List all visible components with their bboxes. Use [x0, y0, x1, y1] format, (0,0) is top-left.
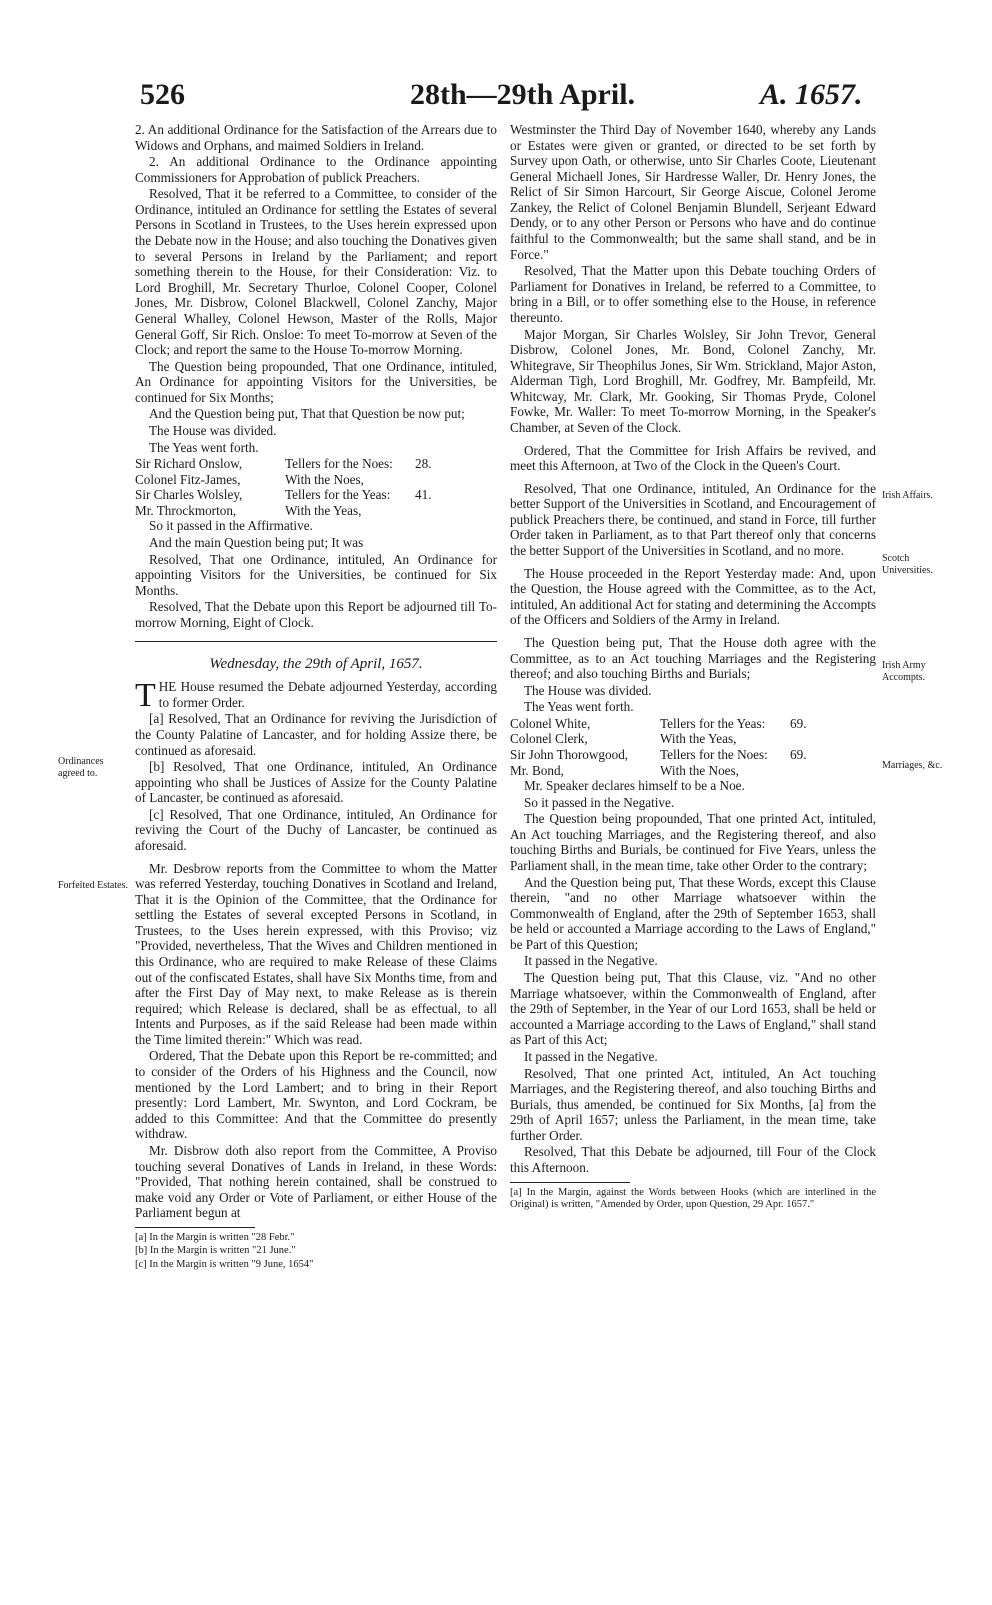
- day-heading: Wednesday, the 29th of April, 1657.: [209, 655, 423, 672]
- footnote-divider: [135, 1227, 255, 1228]
- left-column: [135, 122, 497, 1273]
- paragraph: And the Question being put, That these Words, except this Clause therein, "and no other Marriage whatsoever within the Commonwealth of England, after the 29th of September 1653, shall be held or accounted a Marriage according to the Laws of England," be Part of this Question;: [510, 874, 876, 952]
- paragraph: [a] Resolved, That an Ordinance for reviving the Jurisdiction of the County Palatine of Lancaster, and for holding Assize there, be continued as aforesaid.: [135, 711, 497, 758]
- division-tellers: [510, 716, 876, 778]
- paragraph: The House was divided.: [149, 422, 277, 438]
- paragraph: [b] Resolved, That one Ordinance, intituled, An Ordinance appointing who shall be Justices of Assize for the County Palatine of Lancaster, be continued as aforesaid.: [135, 759, 497, 806]
- paragraph: [c] Resolved, That one Ordinance, intituled, An Ordinance for reviving the Court of the Duchy of Lancaster, be continued as aforesaid.: [135, 806, 497, 853]
- footnote: [a] In the Margin is written "28 Febr.": [135, 1231, 295, 1243]
- paragraph: The Question being put, That the House doth agree with the Committee, as to an Act touching Marriages and the Registering thereof; and also touching Births and Burials;: [510, 634, 876, 682]
- teller-row: Sir Charles Wolsley, Tellers for the Yeas: 41.: [135, 487, 432, 503]
- paragraph: Resolved, That the Debate upon this Report be adjourned till To-morrow Morning, Eight of Clock.: [135, 599, 497, 630]
- paragraph: Mr. Speaker declares himself to be a Noe.: [524, 778, 745, 794]
- paragraph: 2. An additional Ordinance to the Ordinance appointing Commissioners for Approbation of publick Preachers.: [135, 154, 497, 185]
- teller-row: Mr. Bond, With the Noes,: [510, 762, 739, 778]
- paragraph: Resolved, That this Debate be adjourned, till Four of the Clock this Afternoon.: [510, 1144, 876, 1175]
- footnote: [a] In the Margin, against the Words between Hooks (which are interlined in the Original) is written, "Amended by Order, upon Question, 29 Apr. 1657.": [510, 1186, 876, 1211]
- margin-note: Marriages, &c.: [882, 760, 943, 771]
- paragraph: The Question being put, That this Clause, viz. "And no other Marriage whatsoever, within the Commonwealth of England, after the 29th of September, in the Year of our Lord 1653, shall be held or accounted a Marriage according to the Laws of England," shall stand as Part of this Act;: [510, 970, 876, 1048]
- teller-row: Sir Richard Onslow, Tellers for the Noes: 28.: [135, 456, 432, 472]
- paragraph: It passed in the Negative.: [524, 953, 658, 969]
- margin-note: Irish Army Accompts.: [882, 660, 926, 683]
- paragraph: Westminster the Third Day of November 1640, whereby any Lands or Estates were given or granted, or directed to be set forth by Survey upon Oath, or otherwise, unto Sir Charles Coote, Lieutenant General Michaell Jones, Sir Hardresse Waller, Dr. Henry Jones, the Relict of Sir Simon Harcourt, Sir George Aiscue, Colonel Jerome Zankey, the Relict of Colonel Benjamin Blundell, Serjeant Edward Dendy, or to any other Person or Persons who have and do continue faithful to the Commonwealth; but the same shall stand, and be in Force.": [510, 122, 876, 262]
- margin-note: Ordinances agreed to.: [58, 756, 104, 779]
- teller-row: Mr. Throckmorton, With the Yeas,: [135, 502, 362, 518]
- division-tellers: [135, 456, 497, 518]
- section-divider: [135, 641, 497, 642]
- paragraph: And the main Question being put; It was: [149, 535, 364, 551]
- footnote: [b] In the Margin is written "21 June.": [135, 1245, 296, 1257]
- drop-cap: T: [135, 677, 156, 715]
- paragraph: It passed in the Negative.: [524, 1048, 658, 1064]
- paragraph: Ordered, That the Committee for Irish Affairs be revived, and meet this Afternoon, at Two of the Clock in the Queen's Court.: [510, 442, 876, 474]
- page-number: 526: [140, 78, 185, 111]
- footnote: [c] In the Margin is written "9 June, 1654": [135, 1259, 314, 1271]
- paragraph: Resolved, That one Ordinance, intituled, An Ordinance for appointing Visitors for the Universities, be continued for Six Months.: [135, 551, 497, 598]
- margin-note: Forfeited Estates.: [58, 880, 128, 891]
- header-date: 28th—29th April.: [410, 78, 636, 111]
- paragraph: The Yeas went forth.: [149, 439, 259, 455]
- teller-row: Colonel White, Tellers for the Yeas: 69.: [510, 715, 807, 731]
- teller-row: Colonel Clerk, With the Yeas,: [510, 731, 737, 747]
- paragraph: The Question being propounded, That one printed Act, intituled, An Act touching Marriages, and the Registering thereof, and also touching Births and Burials, be continued for Five Years, unless the Parliament shall, in the mean time, take other Order to the contrary;: [510, 811, 876, 874]
- paragraph: The House was divided.: [524, 682, 652, 698]
- paragraph: So it passed in the Affirmative.: [149, 518, 313, 534]
- paragraph: So it passed in the Negative.: [524, 794, 675, 810]
- margin-note: Irish Affairs.: [882, 490, 933, 501]
- paragraph: Resolved, That the Matter upon this Debate touching Orders of Parliament for Donatives in Ireland, be referred to a Committee, to bring in a Bill, or to offer something else to the House, in reference thereunto.: [510, 263, 876, 325]
- paragraph: Major Morgan, Sir Charles Wolsley, Sir John Trevor, General Disbrow, Colonel Jones, Mr. Bond, Colonel Zanchy, Mr. Whitegrave, Sir Theophilus Jones, Sir Wm. Strickland, Major Aston, Alderman Tigh, Lord Broghill, Mr. Godfrey, Mr. Bampfeild, Mr. Whitcway, Mr. Clark, Mr. Gooking, Sir Thomas Pryde, Colonel Fowke, Mr. Waller: To meet To-morrow Morning, in the Speaker's Chamber, at Seven of the Clock.: [510, 326, 876, 435]
- paragraph: THE House resumed the Debate adjourned Yesterday, according to former Order.: [135, 677, 497, 715]
- teller-row: Colonel Fitz-James, With the Noes,: [135, 471, 364, 487]
- paragraph: 2. An additional Ordinance for the Satisfaction of the Arrears due to Widows and Orphans, and maimed Soldiers in Ireland.: [135, 122, 497, 153]
- paragraph: The Question being propounded, That one Ordinance, intituled, An Ordinance for appointing Visitors for the Universities, be continued for Six Months;: [135, 358, 497, 405]
- paragraph: The House proceeded in the Report Yesterday made: And, upon the Question, the House agreed with the Committee, as to the Act, intituled, An additional Act for stating and determining the Accompts of the Officers and Soldiers of the Army in Ireland.: [510, 565, 876, 628]
- paragraph: And the Question being put, That that Question be now put;: [149, 406, 465, 422]
- paragraph: Resolved, That it be referred to a Committee, to consider of the Ordinance, intituled an Ordinance for settling the Estates of several Persons in Scotland in Trustees, to the Uses herein expressed upon the Debate now in the House; and also touching the Donatives given to several Persons in Ireland by the Parliament; and report something therein to the House, for their Consideration: Viz. to Lord Broghill, Mr. Secretary Thurloe, Colonel Cooper, Colonel Jones, Mr. Disbrow, Colonel Blackwell, Colonel Zanchy, Major General Whalley, Colonel Hewson, Master of the Rolls, Major General Goff, Sir Rich. Onsloe: To meet To-morrow at Seven of the Clock; and report the same to the House To-morrow Morning.: [135, 186, 497, 358]
- paragraph: Mr. Disbrow doth also report from the Committee, A Proviso touching several Donatives of Lands in Ireland, in these Words: "Provided, That nothing herein contained, shall be construed to make void any Order or Vote of Parliament, or either House of the Parliament begun at: [135, 1142, 497, 1221]
- paragraph: The Yeas went forth.: [524, 699, 634, 715]
- margin-note: Scotch Universities.: [882, 553, 933, 576]
- right-column: [510, 122, 876, 1213]
- page-header: [0, 78, 992, 118]
- paragraph: Resolved, That one printed Act, intituled, An Act touching Marriages, and the Registering thereof, and also touching Births and Burials, thus amended, be continued for Six Months, [a] from the 29th of April 1657; unless the Parliament, in the mean time, take further Order.: [510, 1065, 876, 1143]
- footnote-divider: [510, 1182, 630, 1183]
- paragraph: Resolved, That one Ordinance, intituled, An Ordinance for the better Support of the Universities in Scotland, and Encouragement of publick Preachers there, be continued, and stand in Force, till further Order taken in Parliament, as to that Part thereof only that concerns the better Support of the Universities in Scotland, and no more.: [510, 480, 876, 559]
- header-year: A. 1657.: [760, 78, 863, 111]
- paragraph: Mr. Desbrow reports from the Committee to whom the Matter was referred Yesterday, touching Donatives in Scotland and Ireland, That it is the Opinion of the Committee, that the Ordinance for settling the Estates of several excepted Persons in Scotland, in Trustees, to the Uses herein expressed, with this Proviso; viz "Provided, nevertheless, That the Wives and Children mentioned in this Ordinance, who are required to make Release of these Claims out of the confiscated Estates, shall have Six Months time, from and after the First Day of May next, to make Release as is therein required; which Release is declared, shall be as effectual, to all Intents and Purposes, as if the said Release had been made within the Time limited therein:" Which was read.: [135, 860, 497, 1047]
- paragraph: Ordered, That the Debate upon this Report be re-committed; and to consider of the Orders of his Highness and the Council, now mentioned by the Lord Lambert; and to bring in their Report presently: Lord Lambert, Mr. Swynton, and Lord Cockram, be added to this Committee: And that the Committee do presently withdraw.: [135, 1048, 497, 1142]
- teller-row: Sir John Thorowgood, Tellers for the Noes: 69.: [510, 746, 807, 762]
